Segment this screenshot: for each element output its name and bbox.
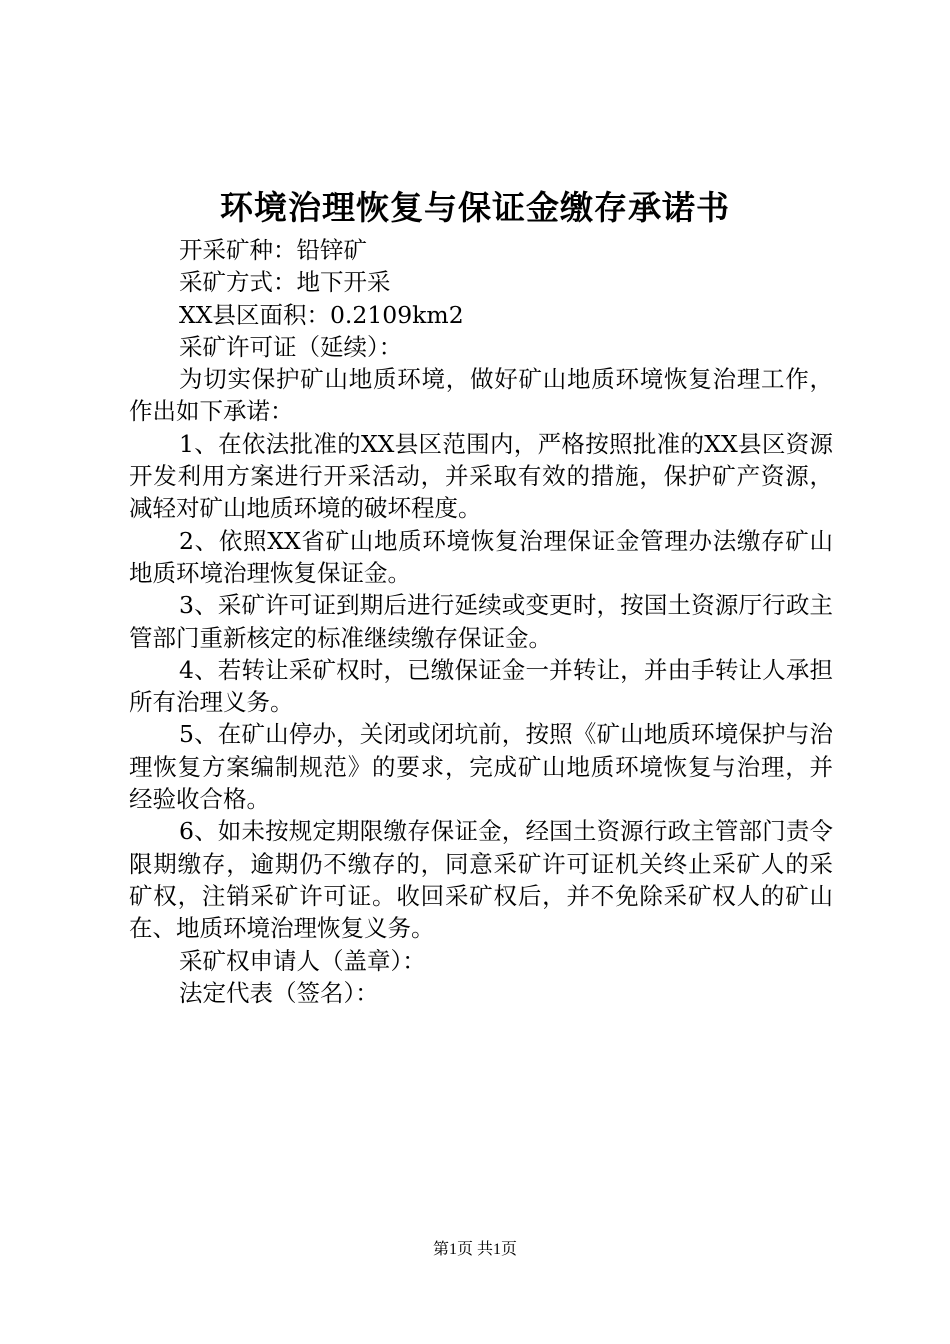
paragraph-item-2: 2、依照XX省矿山地质环境恢复治理保证金管理办法缴存矿山地质环境治理恢复保证金。 <box>129 526 833 587</box>
paragraph-item-3: 3、采矿许可证到期后进行延续或变更时，按国土资源厅行政主管部门重新核定的标准继续缴存保证金。 <box>129 591 833 652</box>
field-mineral-type: 开采矿种：铅锌矿 <box>179 236 367 264</box>
paragraph-item-6: 6、如未按规定期限缴存保证金，经国土资源行政主管部门责令限期缴存，逾期仍不缴存的，同意采矿许可证机关终止采矿人的采矿权，注销采矿许可证。收回采矿权后，并不免除采矿权人的矿山在、地质环境治理恢复义务。 <box>129 817 833 943</box>
document-body <box>129 234 833 1009</box>
signature-applicant-seal: 采矿权申请人（盖章）： <box>179 946 426 975</box>
paragraph-intro: 为切实保护矿山地质环境，做好矿山地质环境恢复治理工作，作出如下承诺： <box>129 365 833 426</box>
field-mining-method: 采矿方式：地下开采 <box>179 268 391 297</box>
paragraph-item-1: 1、在依法批准的XX县区范围内，严格按照批准的XX县区资源开发利用方案进行开采活动，并采取有效的措施，保护矿产资源，减轻对矿山地质环境的破坏程度。 <box>129 429 833 523</box>
field-area: XX县区面积：0.2109km2 <box>179 300 464 329</box>
paragraph-item-5: 5、在矿山停办，关闭或闭坑前，按照《矿山地质环境保护与治理恢复方案编制规范》的要求，完成矿山地质环境恢复与治理，并经验收合格。 <box>129 720 833 814</box>
signature-legal-representative: 法定代表（签名）： <box>179 978 379 1007</box>
document-title: 环境治理恢复与保证金缴存承诺书 <box>220 188 730 227</box>
field-mining-license: 采矿许可证（延续）： <box>179 332 403 361</box>
page-footer: 第1页 共1页 <box>432 1241 517 1258</box>
paragraph-item-4: 4、若转让采矿权时，已缴保证金一并转让，并由手转让人承担所有治理义务。 <box>129 655 833 717</box>
